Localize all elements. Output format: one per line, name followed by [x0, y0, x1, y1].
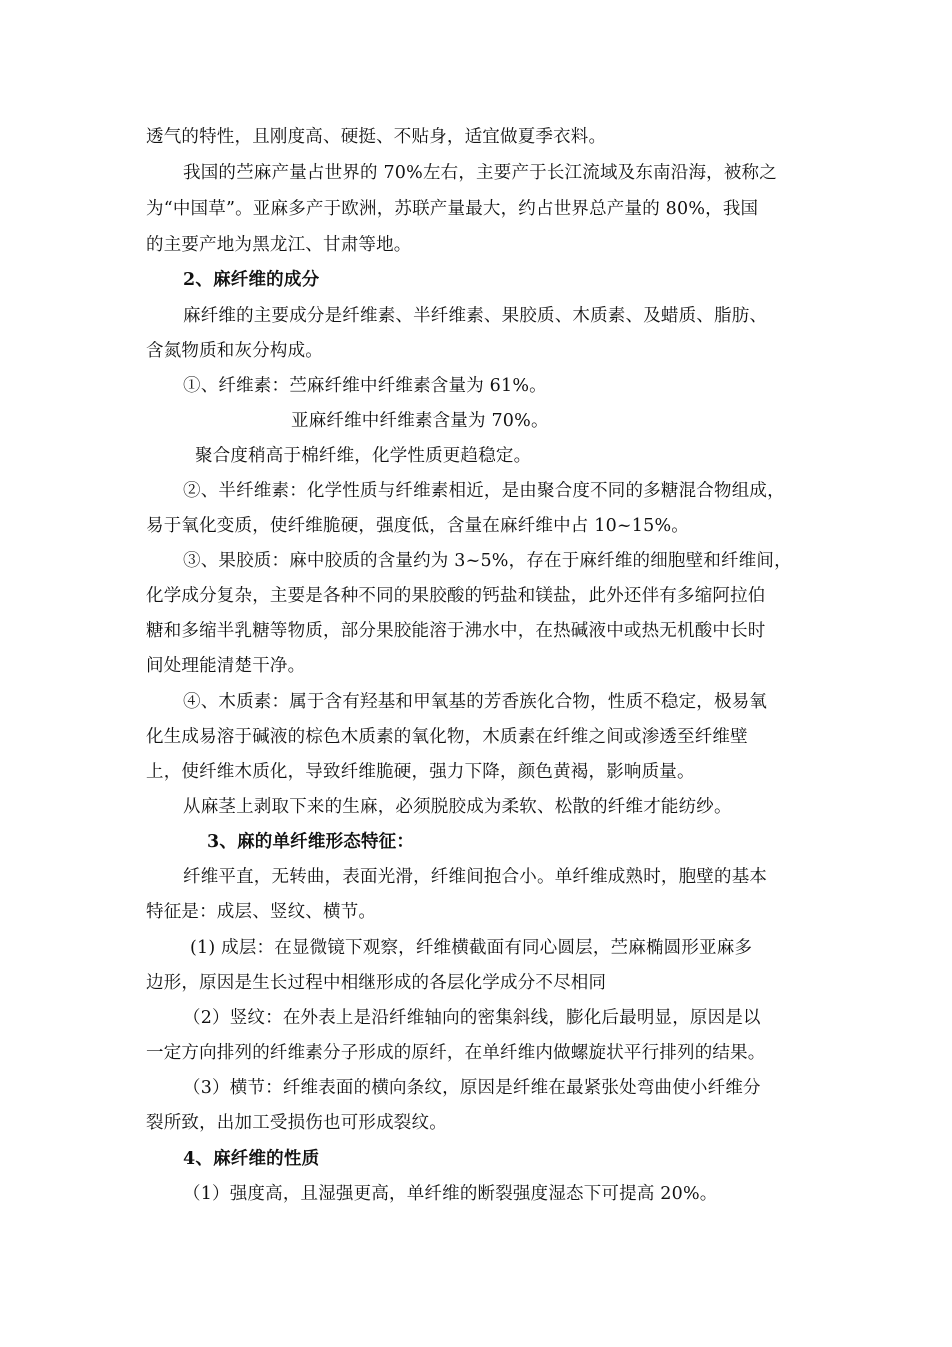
text-line: 易于氧化变质，使纤维脆硬，强度低，含量在麻纤维中占 10~15%。	[146, 516, 689, 536]
text-line: 的主要产地为黑龙江、甘肃等地。	[146, 235, 412, 255]
text-line: 糖和多缩半乳糖等物质，部分果胶能溶于沸水中，在热碱液中或热无机酸中长时	[146, 621, 766, 641]
text-line: ①、纤维素：苎麻纤维中纤维素含量为 61%。	[183, 376, 547, 396]
text-line: 从麻茎上剥取下来的生麻，必须脱胶成为柔软、松散的纤维才能纺纱。	[183, 797, 732, 817]
section-heading: 2、麻纤维的成分	[183, 270, 320, 290]
text-line: 含氮物质和灰分构成。	[146, 341, 323, 361]
text-line: 纤维平直，无转曲，表面光滑，纤维间抱合小。单纤维成熟时，胞壁的基本	[183, 867, 768, 887]
text-line: 聚合度稍高于棉纤维，化学性质更趋稳定。	[195, 446, 532, 466]
text-line: （1）强度高，且湿强更高，单纤维的断裂强度湿态下可提高 20%。	[183, 1184, 718, 1204]
text-line: (1) 成层：在显微镜下观察，纤维横截面有同心圆层，苎麻椭圆形亚麻多	[190, 938, 753, 958]
text-line: 为“中国草”。亚麻多产于欧洲，苏联产量最大，约占世界总产量的 80%，我国	[146, 199, 759, 219]
text-line: 上，使纤维木质化，导致纤维脆硬，强力下降，颜色黄褐，影响质量。	[146, 762, 695, 782]
text-line: 我国的苎麻产量占世界的 70%左右，主要产于长江流域及东南沿海，被称之	[183, 163, 777, 183]
section-heading: 3、麻的单纤维形态特征：	[207, 832, 415, 852]
text-line: 麻纤维的主要成分是纤维素、半纤维素、果胶质、木质素、及蜡质、脂肪、	[183, 306, 768, 326]
text-line: （3）横节：纤维表面的横向条纹，原因是纤维在最紧张处弯曲使小纤维分	[183, 1078, 761, 1098]
text-line: 化学成分复杂，主要是各种不同的果胶酸的钙盐和镁盐，此外还伴有多缩阿拉伯	[146, 586, 766, 606]
text-line: 亚麻纤维中纤维素含量为 70%。	[291, 411, 549, 431]
text-line: 特征是：成层、竖纹、横节。	[146, 902, 377, 922]
text-line: 裂所致，出加工受损伤也可形成裂纹。	[146, 1113, 447, 1133]
text-line: ③、果胶质：麻中胶质的含量约为 3~5%，存在于麻纤维的细胞壁和纤维间，	[183, 551, 792, 571]
text-line: 间处理能清楚干净。	[146, 656, 306, 676]
section-heading: 4、麻纤维的性质	[183, 1149, 320, 1169]
text-line: 化生成易溶于碱液的棕色木质素的氧化物，木质素在纤维之间或渗透至纤维壁	[146, 727, 748, 747]
text-line: （2）竖纹：在外表上是沿纤维轴向的密集斜线，膨化后最明显，原因是以	[183, 1008, 761, 1028]
text-line: ②、半纤维素：化学性质与纤维素相近，是由聚合度不同的多糖混合物组成，	[183, 481, 785, 501]
text-line: 一定方向排列的纤维素分子形成的原纤，在单纤维内做螺旋状平行排列的结果。	[146, 1043, 766, 1063]
text-line: 透气的特性，且刚度高、硬挺、不贴身，适宜做夏季衣料。	[146, 127, 607, 147]
text-line: 边形，原因是生长过程中相继形成的各层化学成分不尽相同	[146, 973, 607, 993]
text-line: ④、木质素：属于含有羟基和甲氧基的芳香族化合物，性质不稳定，极易氧	[183, 692, 768, 712]
